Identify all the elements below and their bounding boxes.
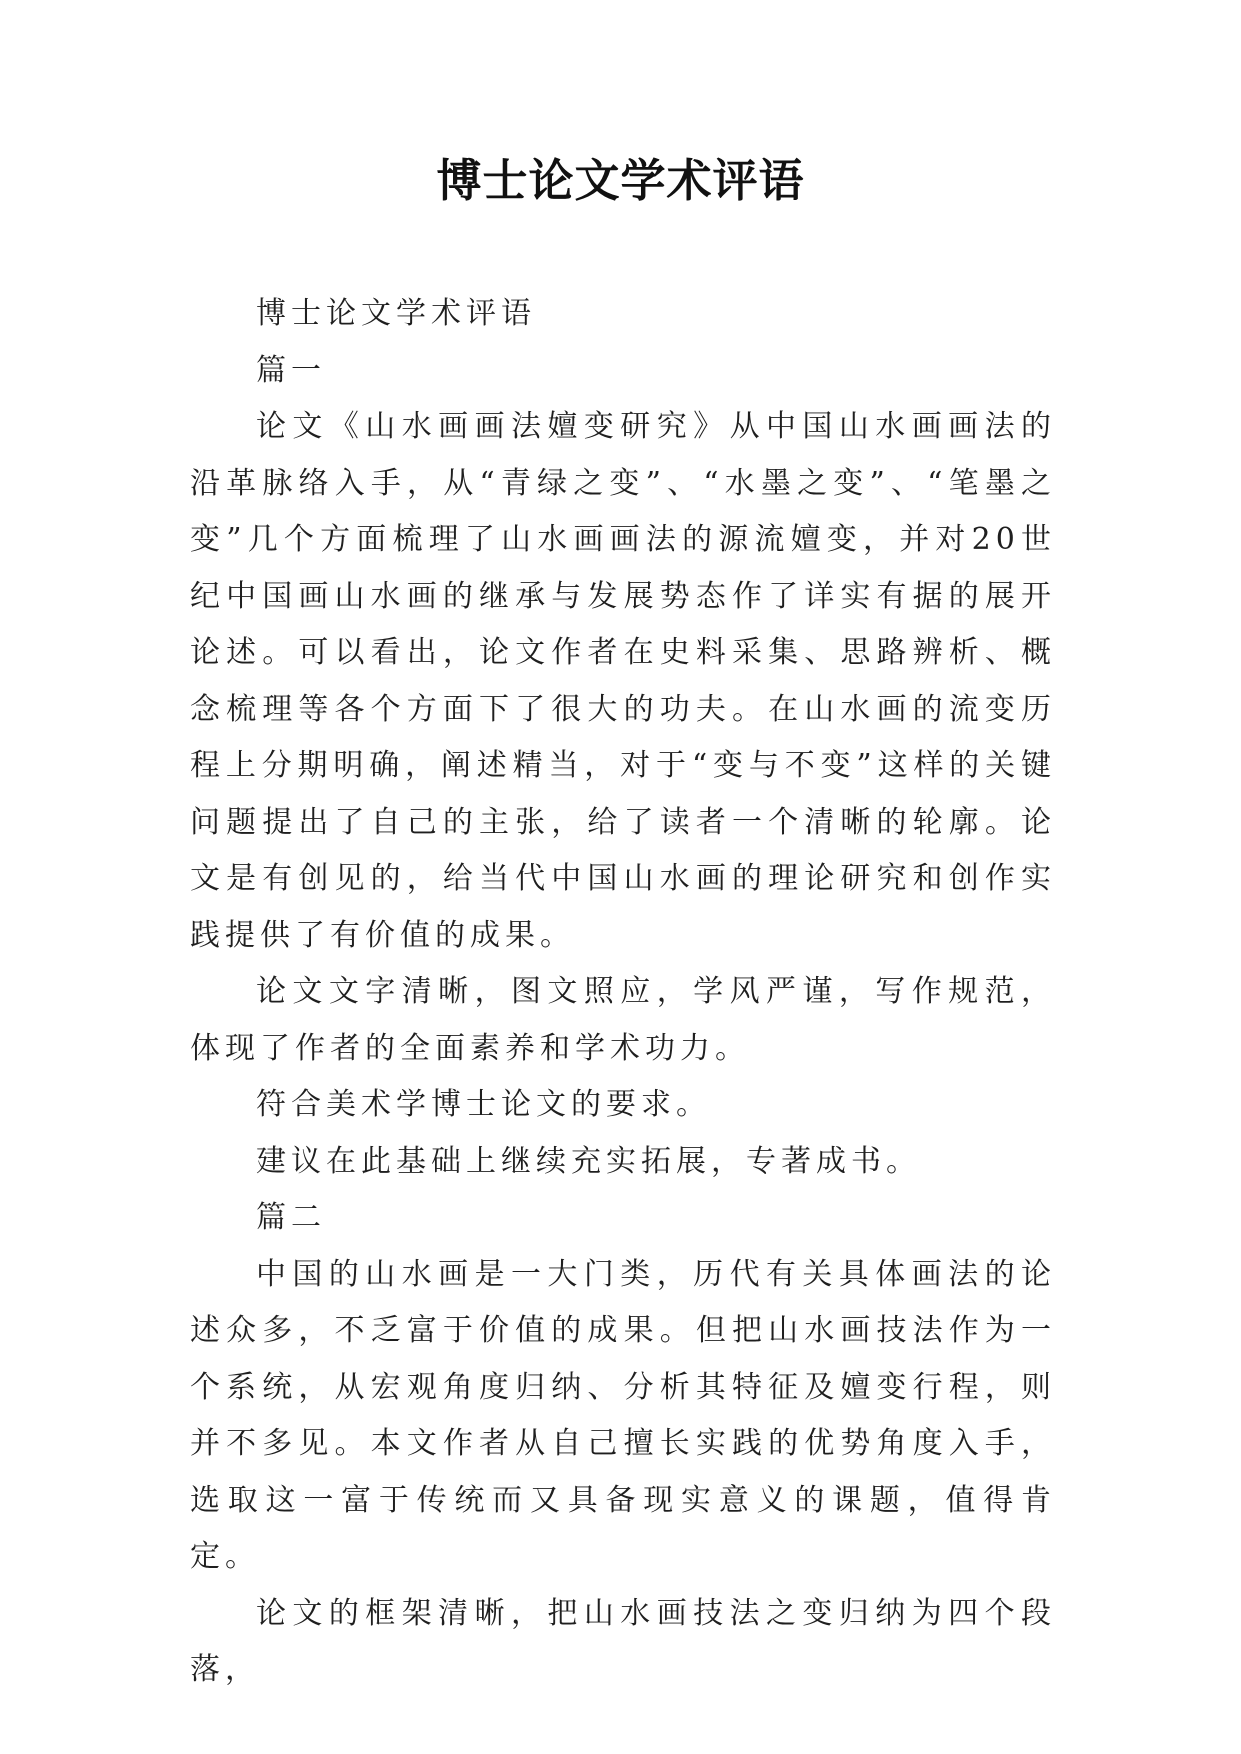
section-label-part-two: 篇二 bbox=[256, 1200, 326, 1235]
paragraph-heading: 博士论文学术评语 bbox=[256, 296, 536, 331]
paragraph: 论文的框架清晰，把山水画技法之变归纳为四个段落， bbox=[190, 1595, 1056, 1687]
document-title: 博士论文学术评语 bbox=[436, 154, 805, 207]
paragraph: 论文《山水画画法嬗变研究》从中国山水画画法的沿革脉络入手，从“青绿之变”、“水墨之变”、“笔墨之变”几个方面梳理了山水画画法的源流嬗变，并对20世纪中国画山水画的继承与发展势态作了详实有据的展开论述。可以看出，论文作者在史料采集、思路辨析、概念梳理等各个方面下了很大的功夫。在山水画的流变历程上分期明确，阐述精当，对于“变与不变”这样的关键问题提出了自己的主张，给了读者一个清晰的轮廓。论文是有创见的，给当代中国山水画的理论研究和创作实践提供了有价值的成果。 bbox=[190, 409, 1056, 953]
document-body bbox=[190, 286, 1056, 1699]
paragraph: 符合美术学博士论文的要求。 bbox=[256, 1087, 711, 1122]
paragraph: 建议在此基础上继续充实拓展，专著成书。 bbox=[256, 1143, 921, 1179]
paragraph: 中国的山水画是一大门类，历代有关具体画法的论述众多，不乏富于价值的成果。但把山水画技法作为一个系统，从宏观角度归纳、分析其特征及嬗变行程，则并不多见。本文作者从自己擅长实践的优势角度入手，选取这一富于传统而又具备现实意义的课题，值得肯定。 bbox=[190, 1256, 1056, 1574]
paragraph: 论文文字清晰，图文照应，学风严谨，写作规范，体现了作者的全面素养和学术功力。 bbox=[190, 974, 1056, 1066]
section-label-part-one: 篇一 bbox=[256, 352, 326, 388]
